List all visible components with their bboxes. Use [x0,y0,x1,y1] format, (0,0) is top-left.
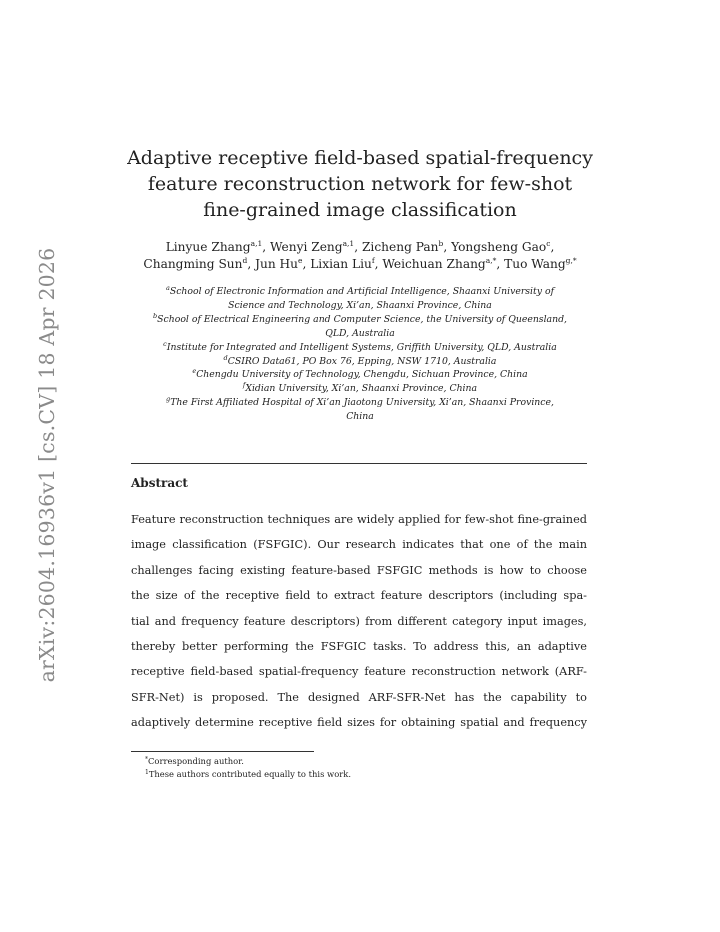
author-name: Lixian Liu [310,257,372,271]
affiliation-line [0,327,720,341]
author-affiliation-mark: g,* [565,256,577,265]
footnotes [145,755,351,781]
affiliation-line [0,368,720,382]
author-name: Yongsheng Gao [451,240,547,254]
affiliation-text: Chengdu University of Technology, Chengdu, Sichuan Province, China [196,369,528,381]
abstract-line: adaptively determine receptive field sizes for obtaining spatial and frequency [131,716,587,730]
author-affiliation-mark: b [438,239,444,248]
abstract-line: SFR-Net) is proposed. The designed ARF-SFR-Net has the capability to [131,690,587,704]
author-separator: , [247,257,256,271]
title-line: Adaptive receptive field-based spatial-frequency [127,147,593,169]
affiliation-text: QLD, Australia [325,327,395,339]
author-name: Changming Sun [143,257,243,271]
affiliation-line [0,299,720,313]
author-separator: , [302,257,311,271]
author-separator: , [443,240,452,254]
author-affiliation-mark: a,1 [250,239,263,248]
affiliation-text: Institute for Integrated and Intelligent Systems, Griffith University, QLD, Australia [166,341,557,353]
affiliation-line [0,313,720,327]
author-separator: , [262,240,270,254]
author-line [0,239,720,256]
abstract-top-rule [131,463,587,464]
author-name: Zicheng Pan [361,240,439,254]
affiliation-mark: b [153,311,158,320]
author-name: Tuo Wang [504,257,566,271]
title-line: fine-grained image classification [203,199,517,221]
affiliation-text: School of Electrical Engineering and Computer Science, the University of Queensland, [157,313,567,325]
author-list [0,239,720,273]
footnote-rule [131,751,314,752]
footnote-mark: 1 [145,769,149,776]
arxiv-identifier: arXiv:2604.16936v1 [cs.CV] 18 Apr 2026 [35,247,59,683]
affiliation-line [0,382,720,396]
author-affiliation-mark: f [371,256,375,265]
abstract-line: Feature reconstruction techniques are widely applied for few-shot fine-grained [131,513,587,526]
author-separator: , [354,240,362,254]
abstract-heading: Abstract [131,476,188,490]
abstract-line: receptive field-based spatial-frequency feature reconstruction network (ARF- [131,665,587,679]
affiliation-text: CSIRO Data61, PO Box 76, Epping, NSW 1710, Australia [227,355,497,367]
abstract-line: thereby better performing the FSFGIC tasks. To address this, an adaptive [131,640,587,654]
author-line [0,256,720,273]
affiliation-line [0,410,720,424]
affiliation-text: School of Electronic Information and Artificial Intelligence, Shaanxi University of [169,286,555,297]
abstract-line: tial and frequency feature descriptors) from different category input images, [131,614,587,628]
affiliation-mark: a [165,284,170,292]
affiliation-line [0,285,720,299]
footnote [145,755,351,768]
author-name: Linyue Zhang [165,240,251,254]
footnote [145,768,351,781]
affiliation-list [0,285,720,424]
footnote-mark: * [145,756,148,763]
affiliation-line [0,341,720,355]
author-separator: , [550,240,555,254]
abstract-body [131,507,587,736]
affiliation-mark: f [242,381,246,390]
author-affiliation-mark: a,1 [342,239,355,248]
author-affiliation-mark: e [298,256,303,265]
paper-title [0,145,720,223]
abstract-line: challenges facing existing feature-based FSFGIC methods is how to choose [131,563,587,577]
author-name: Weichuan Zhang [382,257,486,271]
affiliation-mark: d [223,353,228,362]
affiliation-text: Xidian University, Xi’an, Shaanxi Province, China [245,383,478,395]
affiliation-line [0,355,720,369]
abstract-line: image classification (FSFGIC). Our research indicates that one of the main [131,538,587,552]
author-affiliation-mark: a,* [485,256,497,265]
affiliation-mark: c [163,339,167,348]
author-affiliation-mark: d [242,256,248,265]
affiliation-text: Science and Technology, Xi’an, Shaanxi Province, China [228,299,492,311]
author-name: Wenyi Zeng [269,240,343,254]
author-affiliation-mark: c [546,239,551,248]
footnote-text: These authors contributed equally to this work. [148,769,351,779]
author-name: Jun Hu [255,257,299,271]
author-separator: , [374,257,383,271]
title-line: feature reconstruction network for few-shot [147,173,573,195]
footnote-text: Corresponding author. [148,756,244,766]
affiliation-line [0,396,720,410]
author-separator: , [496,257,505,271]
affiliation-mark: e [192,367,197,376]
affiliation-text: China [346,411,374,423]
abstract-line: the size of the receptive field to extract feature descriptors (including spa- [131,589,587,603]
affiliation-mark: g [166,395,171,404]
affiliation-text: The First Affiliated Hospital of Xi’an Jiaotong University, Xi’an, Shaanxi Province, [170,397,554,409]
